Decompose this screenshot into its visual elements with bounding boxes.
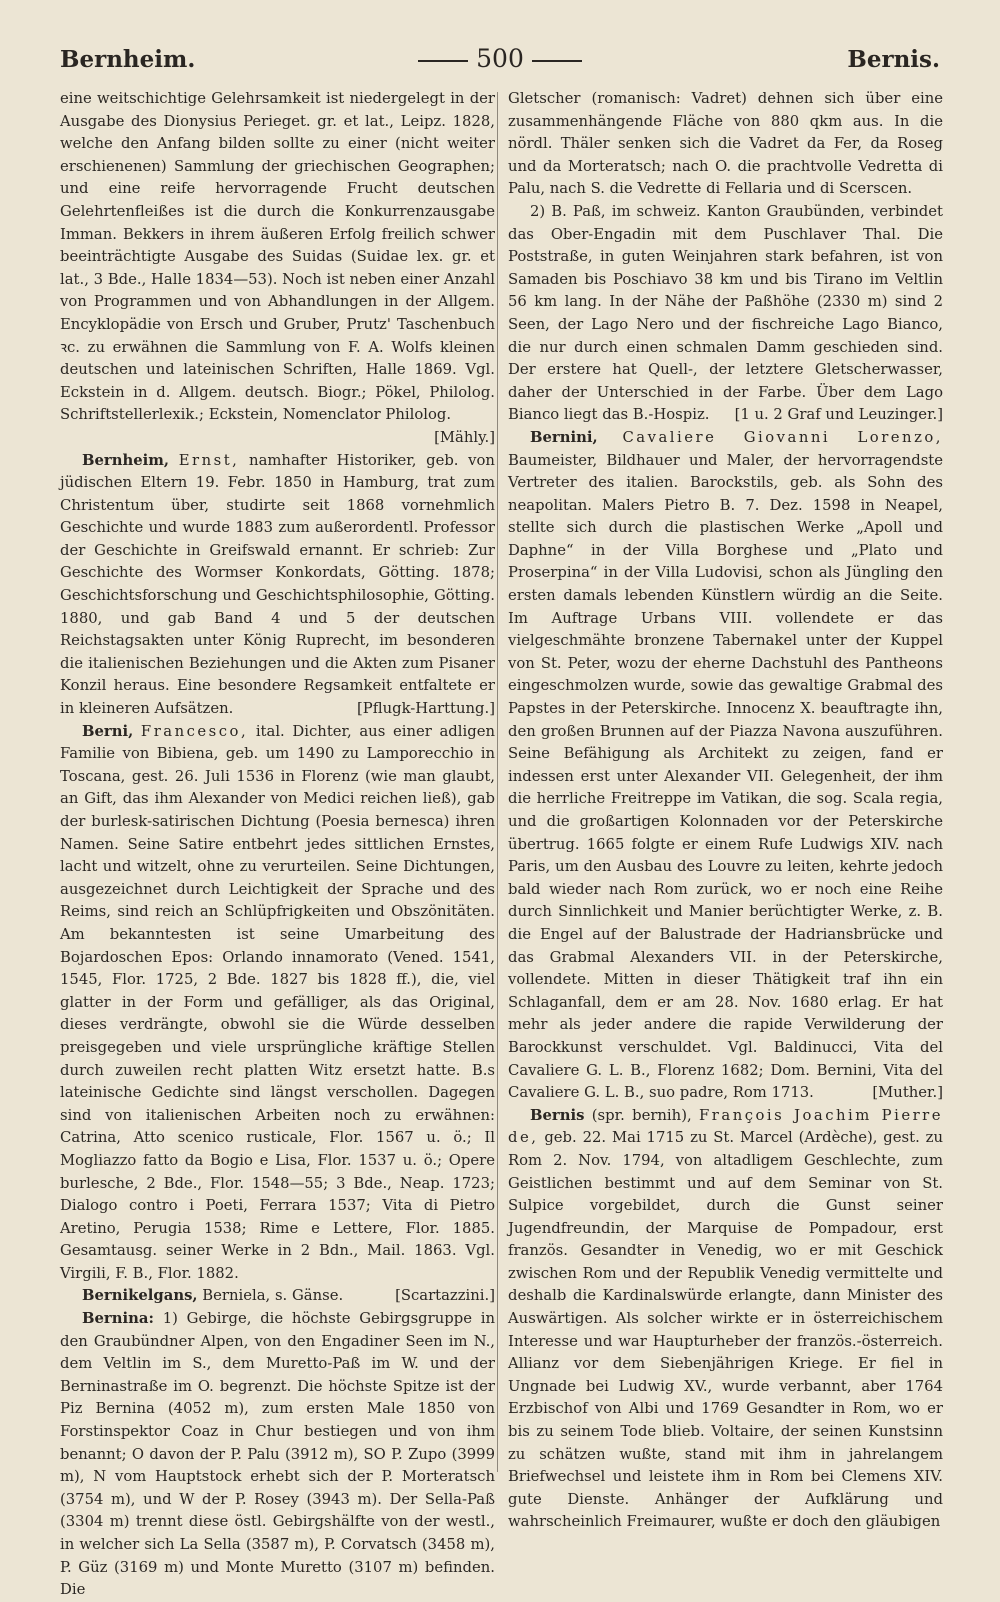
entry-text: 1) Gebirge, die höchste Gebirgsgruppe in den Graubündner Alpen, von den Engadiner Seen im N., dem Veltlin im S., dem Muretto-Paß im W. und der Berninastraße im O. begrenzt. Die höchste Spitze ist der Piz Bernina (4052 m), zum ersten Male 1850 von Forstinspektor Coaz in Chur bestiegen und von ihm benannt; O davon der P. Palu (3912 m), SO P. Zupo (3999 m), N vom Hauptstock erhebt sich der P. Morteratsch (3754 m), und W der P. Rosey (3943 m). Der Sella-Paß (3304 m) trennt diese östl. Gebirgshälfte von der westl., in welcher sich La Sella (3587 m), P. Corvatsch (3458 m), P. Güz (3169 m) und Monte Muretto (3107 m) befinden. Die	[60, 1310, 495, 1599]
given-name: Francesco,	[140, 722, 249, 740]
entry-bernina-pass	[508, 201, 943, 427]
author-signature: [Muther.]	[872, 1084, 943, 1102]
pronunciation: (spr. bernih),	[591, 1106, 692, 1124]
column-right	[508, 88, 943, 1534]
entry-text: namhafter Historiker, geb. von jüdischen Eltern 19. Febr. 1850 in Hamburg, trat zum Christentum über, studirte seit 1868 vornehmlich Geschichte und wurde 1883 zum außerordentl. Professor der Geschichte in Greifswald ernannt. Er schrieb: Zur Geschichte des Wormser Konkordats, Götting. 1878; Geschichtsforschung und Geschichtsphilosophie, Götting. 1880, und gab Band 4 und 5 der deutschen Reichstagsakten unter König Ruprecht, im besonderen die italienischen Beziehungen und die Akten zum Pisaner Konzil heraus. Eine besondere Regsamkeit entfaltete er in kleineren Aufsätzen.	[60, 451, 495, 718]
page-number-block	[60, 44, 940, 73]
given-name: Ernst,	[178, 451, 240, 469]
entry-text: Baumeister, Bildhauer und Maler, der hervorragendste Vertreter des italien. Barockstils, geb. als Sohn des neapolitan. Malers Pietro B. 7. Dez. 1598 in Neapel, stellte sich durch die plastischen Werke „Apoll und Daphne“ in der Villa Borghese und „Plato und Proserpina“ in der Villa Ludovisi, schon als Jüngling den ersten damals lebenden Künstlern würdig an die Seite. Im Auftrage Urbans VIII. vollendete er das vielgeschmähte bronzene Tabernakel unter der Kuppel von St. Peter, wozu der eherne Dachstuhl des Pantheons eingeschmolzen wurde, sowie das gewaltige Grabmal des Papstes in der Peterskirche. Innocenz X. beauftragte ihn, den großen Brunnen auf der Piazza Navona auszuführen. Seine Befähigung als Architekt zu zeigen, fand er indessen erst unter Alexander VII. Gelegenheit, der ihm die herrliche Freitreppe im Vatikan, die sog. Scala regia, und die großartigen Kolonnaden vor der Peterskirche übertrug. 1665 folgte er einem Rufe Ludwigs XIV. nach Paris, um den Ausbau des Louvre zu leiten, kehrte jedoch bald wieder nach Rom zurück, wo er noch eine Reihe durch Sinnlichkeit und Manier berüchtigter Werke, z. B. die Engel auf der Balustrade der Hadriansbrücke und das Grabmal Alexanders VII. in der Peterskirche, vollendete. Mitten in dieser Thätigkeit traf ihn ein Schlaganfall, dem er am 28. Nov. 1680 erlag. Er hat mehr als jeder andere die rapide Verwilderung der Barockkunst verschuldet. Vgl. Baldinucci, Vita del Cavaliere G. L. B., Florenz 1682; Dom. Bernini, Vita del Cavaliere G. L. B., suo padre, Rom 1713.	[508, 451, 943, 1102]
author-signature: [1 u. 2 Graf und Leuzinger.]	[734, 406, 943, 424]
entry-text: Gletscher (romanisch: Vadret) dehnen sich über eine zusammenhängende Fläche von 880 qkm aus. In die nördl. Thäler senken sich die Vadret da Fer, da Roseg und da Morteratsch; nach O. die prachtvolle Vedretta di Palu, nach S. die Vedrette di Fellaria und di Scerscen.	[508, 90, 943, 198]
entry-bernina	[60, 1308, 495, 1602]
entry-bernini	[508, 427, 943, 1105]
running-head-left: Bernheim.	[60, 46, 196, 73]
entry-text: eine weitschichtige Gelehrsamkeit ist niedergelegt in der Ausgabe des Dionysius Perieget. gr. et lat., Leipz. 1828, welche den Anfang bilden sollte zu einer (nicht weiter erschienenen) Sammlung der griechischen Geographen; und eine reife hervorragende Frucht deutschen Gelehrtenfleißes ist die durch die Konkurrenzausgabe Imman. Bekkers in ihrem äußeren Erfolg freilich schwer beeinträchtigte Ausgabe des Suidas (Suidae lex. gr. et lat., 3 Bde., Halle 1834—53). Noch ist neben einer Anzahl von Programmen und von Abhandlungen in der Allgem. Encyklopädie von Ersch und Gruber, Prutz' Taschenbuch ꝛc. zu erwähnen die Sammlung von F. A. Wolfs kleinen deutschen und lateinischen Schriften, Halle 1869. Vgl. Eckstein in d. Allgem. deutsch. Biogr.; Pökel, Philolog. Schriftstellerlexik.; Eckstein, Nomenclator Philolog.	[60, 90, 495, 424]
headword: Bernheim,	[82, 451, 170, 469]
author-signature: [Scartazzini.]	[395, 1287, 495, 1305]
headword: Bernina:	[82, 1310, 154, 1328]
entry-text: geb. 22. Mai 1715 zu St. Marcel (Ardèche), gest. zu Rom 2. Nov. 1794, von altadligem Geschlechte, zum Geistlichen bestimmt und auf dem Seminar von St. Sulpice vorgebildet, durch die Gunst seiner Jugendfreundin, der Marquise de Pompadour, erst französ. Gesandter in Venedig, wo er mit Geschick zwischen Rom und der Republik Venedig vermittelte und deshalb die Kardinalswürde erlangte, dann Minister des Auswärtigen. Als solcher wirkte er in österreichischem Interesse und war Haupturheber der französ.-österreich. Allianz vor dem Siebenjährigen Kriege. Er fiel in Ungnade bei Ludwig XV., wurde verbannt, aber 1764 Erzbischof von Albi und 1769 Gesandter in Rom, wo er bis zu seinem Tode blieb. Voltaire, der seinen Kunstsinn zu schätzen wußte, stand mit ihm in jahrelangem Briefwechsel und leistete ihm in Rom bei Clemens XIV. gute Dienste. Anhänger der Aufklärung und wahrscheinlich Freimaurer, wußte er doch den gläubigen	[508, 1129, 943, 1531]
entry-berni	[60, 721, 495, 1286]
column-left	[60, 88, 495, 1602]
entry-bernikelgans	[60, 1285, 495, 1308]
running-head-right: Bernis.	[847, 46, 940, 73]
dash-right	[532, 60, 582, 62]
entry-text: 2) B. Paß, im schweiz. Kanton Graubünden, verbindet das Ober-Engadin mit dem Puschlaver Thal. Die Poststraße, in guten Weinjahren stark befahren, ist von Samaden bis Poschiavo 38 km und bis Tirano im Veltlin 56 km lang. In der Nähe der Paßhöhe (2330 m) sind 2 Seen, der Lago Nero und der fischreiche Lago Bianco, die nur durch einen schmalen Damm geschieden sind. Der erstere hat Quell-, der letztere Gletscherwasser, daher der Unterschied in der Farbe. Über dem Lago Bianco liegt das B.-Hospiz.	[508, 202, 943, 424]
headword: Bernis	[530, 1106, 585, 1124]
author-signature: [Pflugk-Harttung.]	[356, 700, 495, 718]
entry-continuation	[508, 88, 943, 201]
entry-text: Berniela, s. Gänse.	[202, 1287, 344, 1305]
entry-text: ital. Dichter, aus einer adligen Familie von Bibiena, geb. um 1490 zu Lamporecchio in Toscana, gest. 26. Juli 1536 in Florenz (wie man glaubt, an Gift, das ihm Alexander von Medici reichen ließ), gab der burlesk-satirischen Dichtung (Poesia bernesca) ihren Namen. Seine Satire entbehrt jedes sittlichen Ernstes, lacht und witzelt, ohne zu verurteilen. Seine Dichtungen, ausgezeichnet durch Leichtigkeit der Sprache und des Reims, sind reich an Schlüpfrigkeiten und Obszönitäten. Am bekanntesten ist seine Umarbeitung des Bojardoschen Epos: Orlando innamorato (Vened. 1541, 1545, Flor. 1725, 2 Bde. 1827 bis 1828 ff.), die, viel glatter in der Form und gefälliger, als das Original, dieses verdrängte, obwohl sie die Würde desselben preisgegeben und viele ursprüngliche kräftige Stellen durch zuweilen recht platten Witz ersetzt hatte. B.s lateinische Gedichte sind längst verschollen. Dagegen sind von italienischen Arbeiten noch zu erwähnen: Catrina, Atto scenico rusticale, Flor. 1567 u. ö.; Il Mogliazzo fatto da Bogio e Lisa, Flor. 1537 u. ö.; Opere burlesche, 2 Bde., Flor. 1548—55; 3 Bde., Neap. 1723; Dialogo contro i Poeti, Ferrara 1537; Vita di Pietro Aretino, Perugia 1538; Rime e Lettere, Flor. 1885. Gesamtausg. seiner Werke in 2 Bdn., Mail. 1863. Vgl. Virgili, F. B., Flor. 1882.	[60, 722, 495, 1282]
headword: Bernikelgans,	[82, 1287, 198, 1305]
dash-left	[418, 60, 468, 62]
headword: Berni,	[82, 722, 134, 740]
entry-bernheim	[60, 450, 495, 721]
column-divider	[497, 92, 498, 1472]
entry-bernis	[508, 1105, 943, 1534]
headword: Bernini,	[530, 428, 598, 446]
given-name: François Joachim Pierre de,	[508, 1106, 943, 1147]
entry-continuation	[60, 88, 495, 446]
author-signature: [Mähly.]	[434, 428, 495, 446]
page-header	[60, 40, 940, 84]
page-number: 500	[476, 44, 524, 73]
given-name: Cavaliere Giovanni Lorenzo,	[622, 428, 943, 446]
